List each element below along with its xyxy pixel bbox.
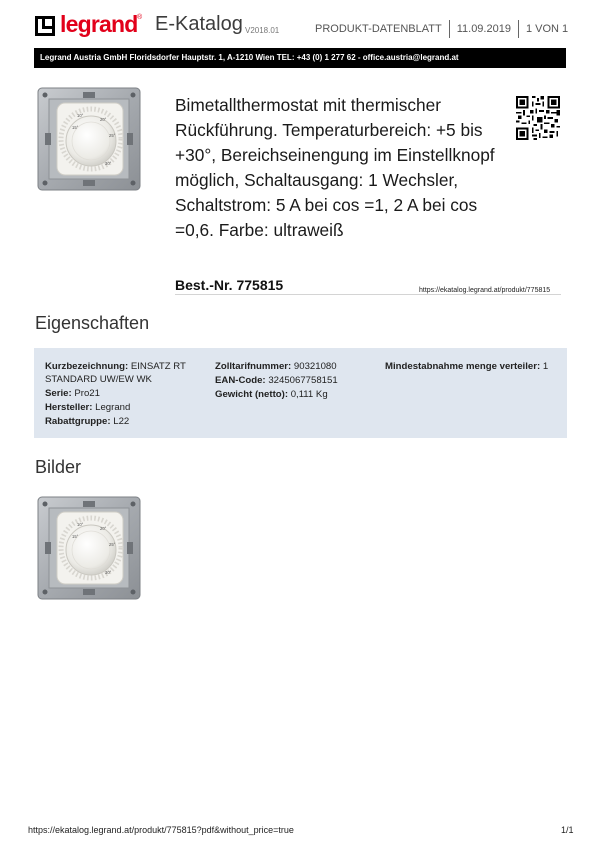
property-zolltarif: Zolltarifnummer: 90321080 (215, 361, 337, 372)
header-meta (315, 20, 568, 38)
dial-label: 20° (100, 526, 107, 531)
qr-code-icon[interactable] (516, 96, 560, 140)
product-image (35, 85, 143, 193)
images-heading: Bilder (35, 457, 82, 477)
properties-column-3 (385, 360, 565, 374)
product-url-link[interactable]: https://ekatalog.legrand.at/produkt/775815 (419, 287, 551, 294)
property-serie: Serie: Pro21 (45, 388, 100, 399)
dial-label: 10° (77, 113, 84, 118)
property-gewicht: Gewicht (netto): 0,111 Kg (215, 389, 328, 400)
properties-column-1 (45, 360, 195, 429)
order-number: Best.-Nr. 775815 (175, 277, 284, 293)
property-kurzbezeichnung: Kurzbezeichnung: EINSATZ RT STANDARD UW/EW WK (45, 361, 186, 385)
dial-label: 20° (100, 117, 107, 122)
footer-page-number: 1/1 (561, 825, 574, 835)
properties-panel (34, 348, 567, 438)
property-ean: EAN-Code: 3245067758151 (215, 375, 338, 386)
brand-registered-mark: ® (137, 14, 143, 21)
separator (449, 20, 450, 38)
properties-heading: Eigenschaften (35, 313, 150, 333)
dial-label: 10° (77, 522, 84, 527)
properties-column-2 (215, 360, 375, 402)
dial-label: 30° (105, 570, 112, 575)
brand-name: legrand (60, 11, 138, 37)
separator (518, 20, 519, 38)
dial-label: 15° (72, 534, 79, 539)
product-gallery-image[interactable] (35, 494, 143, 602)
dial-label: 15° (72, 125, 79, 130)
catalog-version: V2018.01 (245, 26, 280, 35)
legrand-logo-icon (35, 16, 55, 36)
dial-label: 30° (105, 161, 112, 166)
footer-url[interactable]: https://ekatalog.legrand.at/produkt/775815?pdf&without_price=true (28, 825, 294, 835)
dial-label: 25° (109, 133, 116, 138)
dial-label: 25° (109, 542, 116, 547)
product-description: Bimetallthermostat mit thermischer Rückführung. Temperaturbereich: +5 bis +30°, Bereichseinengung im Einstellknopf möglich, Schaltausgang: 1 Wechsler, Schaltstrom: 5 A bei cos =1, 2 A bei cos =0,6. Farbe: ultraweiß (175, 95, 495, 240)
property-mindestabnahme: Mindestabnahme menge verteiler: 1 (385, 361, 549, 372)
doc-type: PRODUKT-DATENBLATT (315, 23, 442, 35)
doc-date: 11.09.2019 (456, 23, 511, 35)
property-rabattgruppe: Rabattgruppe: L22 (45, 416, 130, 427)
catalog-title: E-Katalog (155, 13, 243, 35)
page-indicator: 1 VON 1 (525, 23, 569, 35)
company-address-bar: Legrand Austria GmbH Floridsdorfer Hauptstr. 1, A-1210 Wien TEL: +43 (0) 1 277 62 - office.austria@legrand.at (34, 48, 566, 68)
property-hersteller: Hersteller: Legrand (45, 402, 131, 413)
divider (175, 294, 561, 295)
